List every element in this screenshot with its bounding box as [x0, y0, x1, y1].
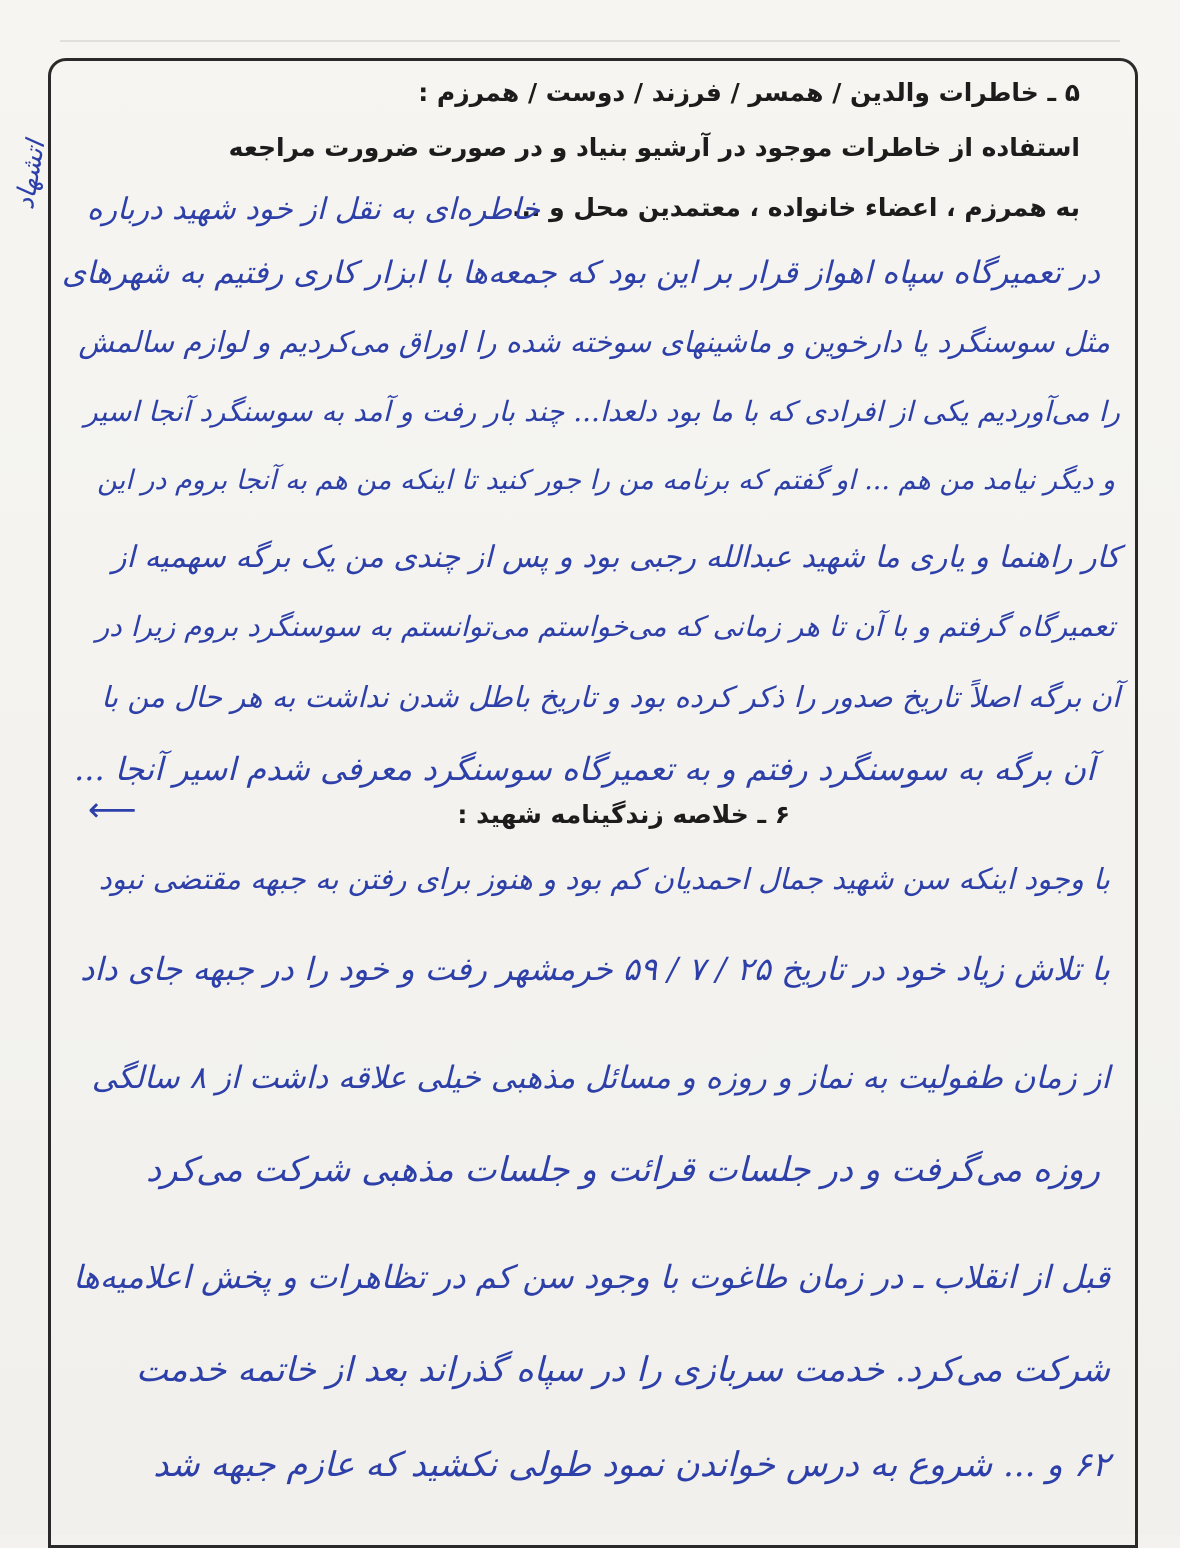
memory-line: آن برگه اصلاً تاریخ صدور را ذکر کرده بود و تاریخ باطل شدن نداشت به هر حال من با: [101, 680, 1120, 714]
section5-title: ۵ ـ خاطرات والدین / همسر / فرزند / دوست / همرزم :: [418, 78, 1080, 107]
biography-line: ۶۲ و ... شروع به درس خواندن نمود طولی نکشید که عازم جبهه شد: [153, 1445, 1110, 1485]
biography-line: روزه می‌گرفت و در جلسات قرائت و جلسات مذهبی شرکت می‌کرد: [146, 1150, 1100, 1190]
biography-line: با تلاش زیاد خود در تاریخ ۲۵ / ۷ / ۵۹ خرمشهر رفت و خود را در جبهه جای داد: [80, 950, 1110, 988]
biography-line: با وجود اینکه سن شهید جمال احمدیان کم بود و هنوز برای رفتن به جبهه مقتضی نبود: [98, 862, 1110, 896]
memory-line: کار راهنما و یاری ما شهید عبدالله رجبی بود و پس از چندی من یک برگه سهمیه از: [112, 540, 1120, 575]
section6-title: ۶ ـ خلاصه زندگینامه شهید :: [457, 800, 790, 829]
memory-line: تعمیرگاه گرفتم و با آن تا هر زمانی که می‌خواستم می‌توانستم به سوسنگرد بروم زیرا در: [95, 610, 1115, 643]
handwritten-intro: خاطره‌ای به نقل از خود شهید درباره: [86, 192, 540, 227]
section5-instruction-line2: به همرزم ، اعضاء خانواده ، معتمدین محل و ...: [511, 193, 1080, 222]
section5-instruction-line1: استفاده از خاطرات موجود در آرشیو بنیاد و در صورت ضرورت مراجعه: [228, 133, 1080, 162]
memory-line: را می‌آوردیم یکی از افرادی که با ما بود دلعدا... چند بار رفت و آمد به سوسنگرد آنجا اسیر: [84, 395, 1120, 428]
biography-line: قبل از انقلاب ـ در زمان طاغوت با وجود سن کم در تظاهرات و پخش اعلامیه‌ها: [73, 1258, 1110, 1296]
biography-line: شرکت می‌کرد. خدمت سربازی را در سپاه گذراند بعد از خاتمه خدمت: [135, 1350, 1110, 1390]
memory-line: در تعمیرگاه سپاه اهواز قرار بر این بود که جمعه‌ها با ابزار کاری رفتیم به شهرهای: [61, 255, 1100, 291]
biography-line: از زمان طفولیت به نماز و روزه و مسائل مذهبی خیلی علاقه داشت از ۸ سالگی: [91, 1060, 1110, 1096]
margin-note: اتشهاد: [9, 138, 52, 212]
memory-line: مثل سوسنگرد یا دارخوین و ماشینهای سوخته شده را اوراق می‌کردیم و لوازم سالمش: [78, 325, 1110, 359]
bleed-through-line: [60, 0, 1120, 42]
memory-line: و دیگر نیامد من هم ... او گفتم که برنامه من را جور کنید تا اینکه من هم به آنجا بروم در این: [97, 465, 1115, 496]
continuation-arrow-icon: ⟵: [88, 790, 137, 830]
memory-line: آن برگه به سوسنگرد رفتم و به تعمیرگاه سوسنگرد معرفی شدم اسیر آنجا ...: [74, 750, 1095, 788]
